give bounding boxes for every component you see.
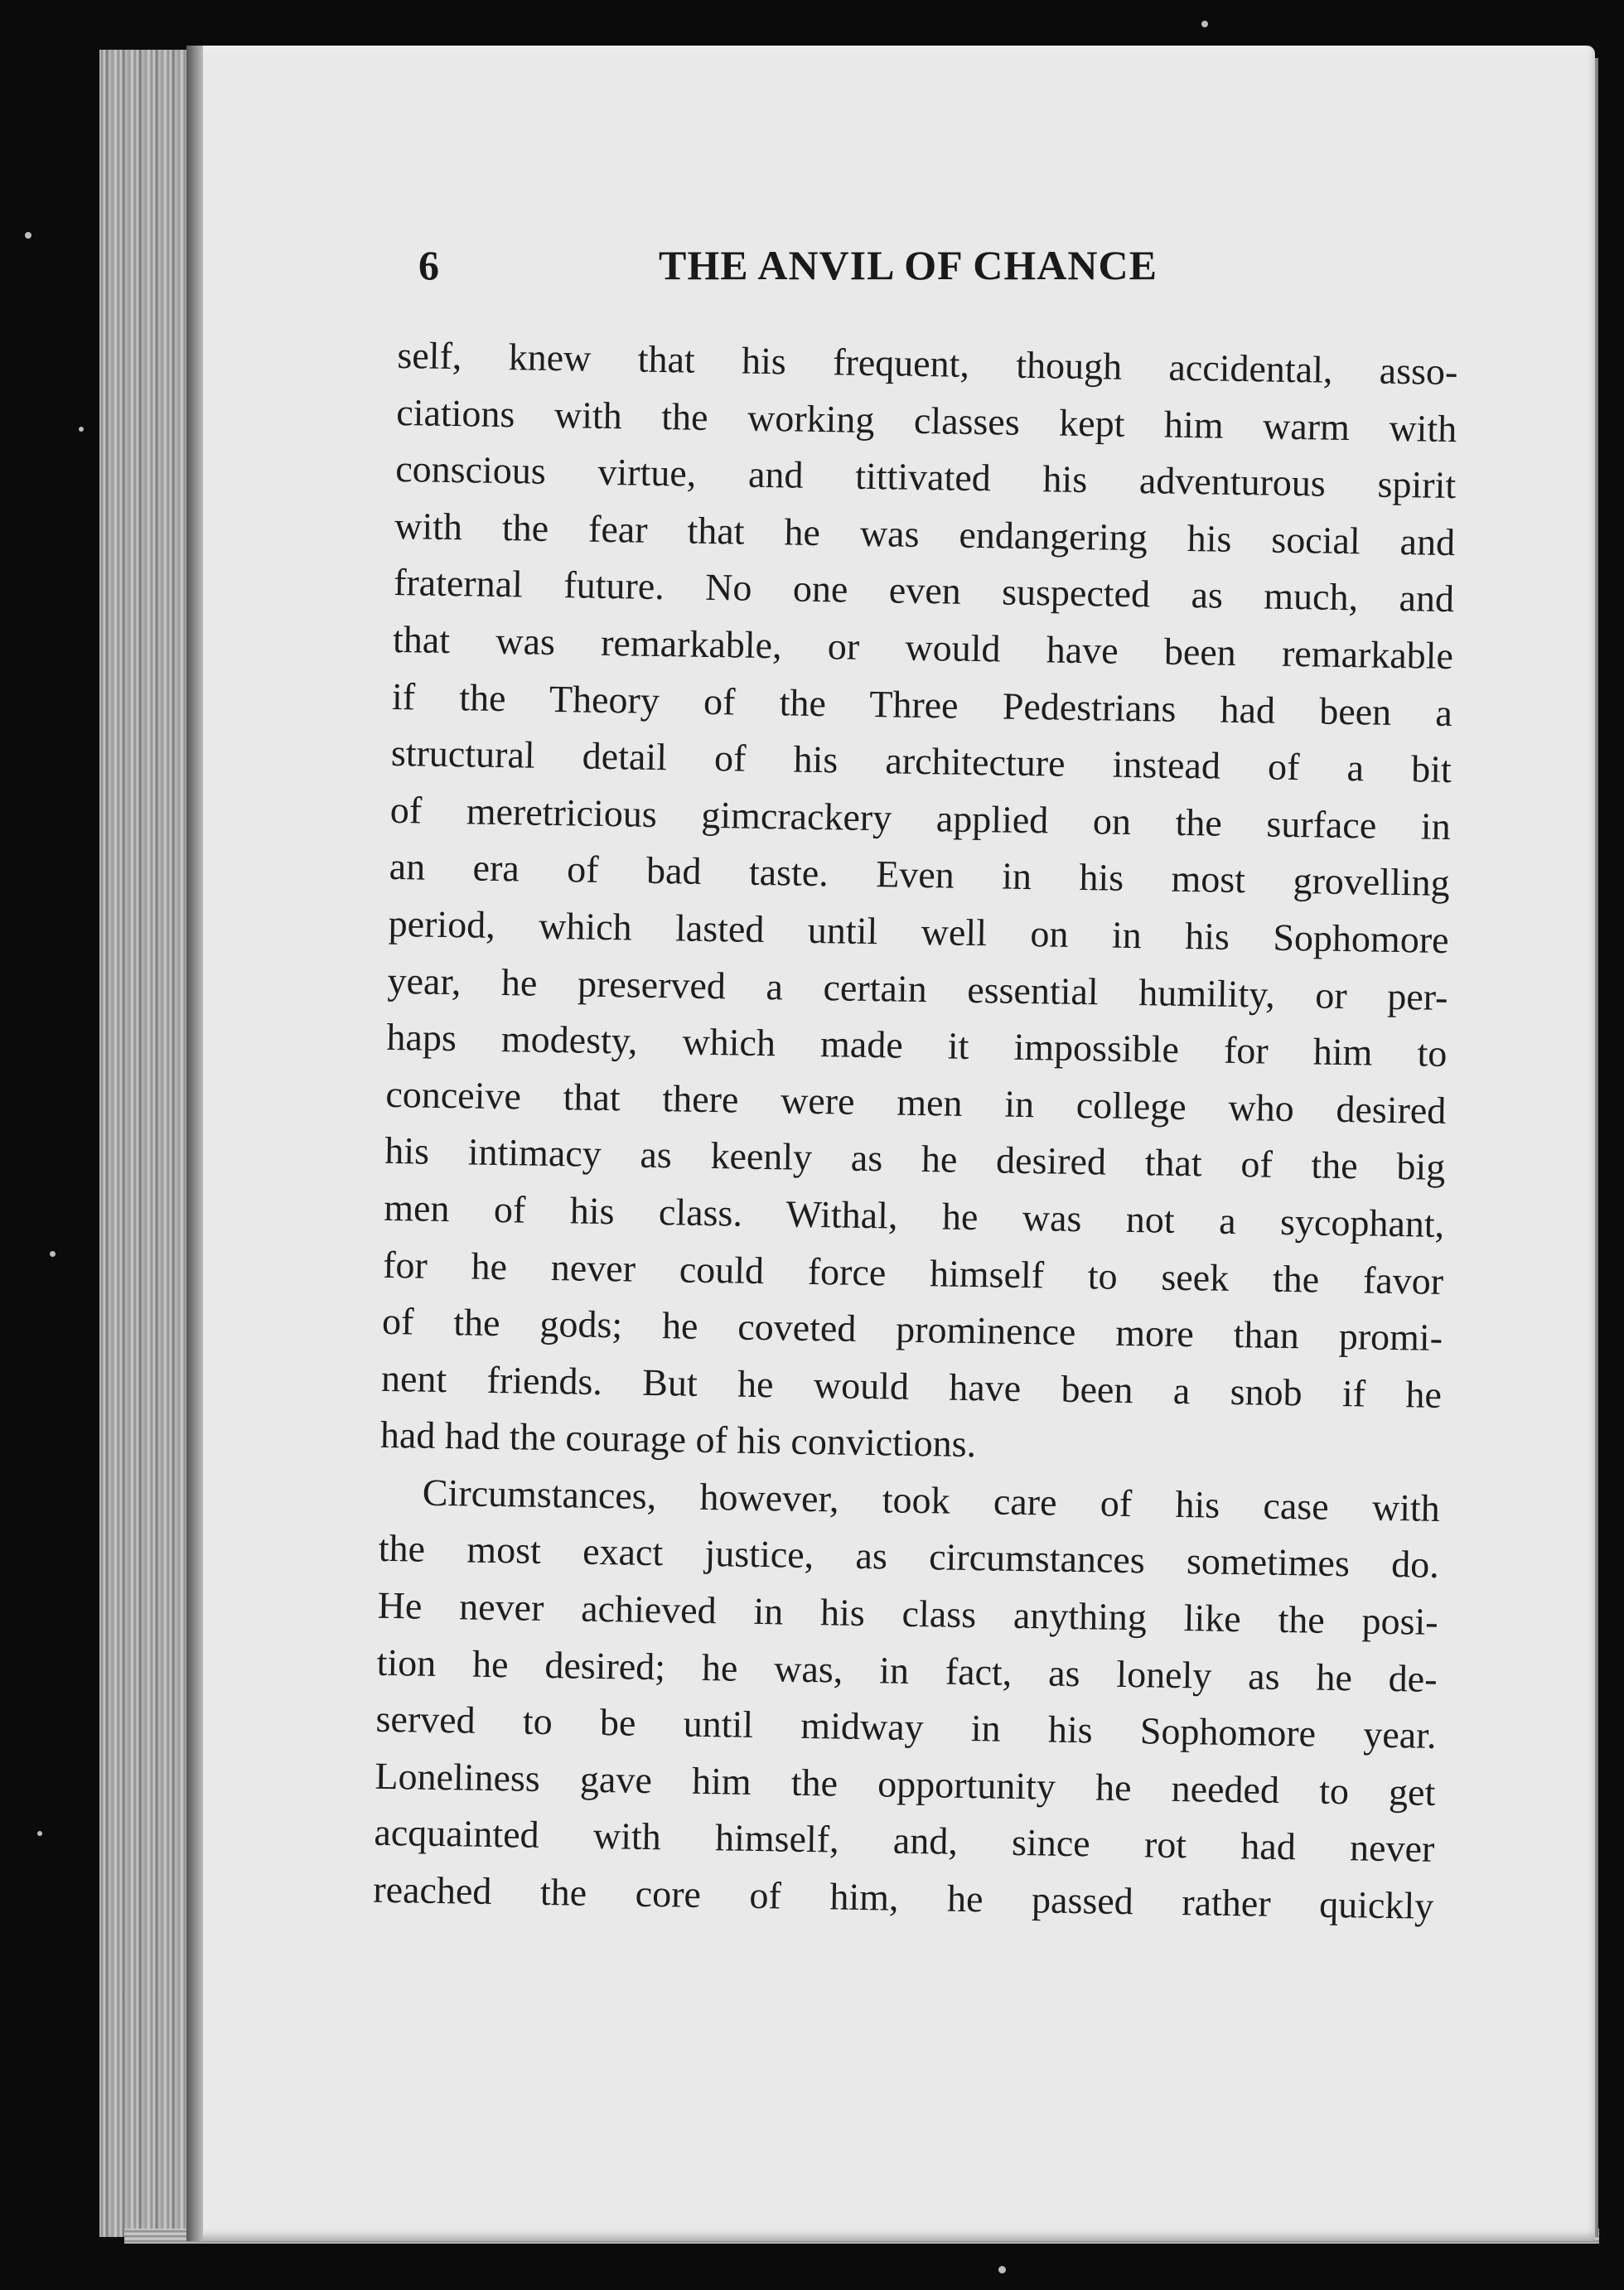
text-line: conceive that there were men in college who desired (385, 1072, 1447, 1132)
text-line: with the fear that he was endangering his social and (394, 504, 1456, 563)
text-line: men of his class. Withal, he was not a sycophant, (383, 1186, 1445, 1245)
text-line: served to be until midway in his Sophomore year. (375, 1698, 1437, 1757)
page-number: 6 (418, 242, 439, 288)
gutter-shadow (186, 46, 203, 2241)
scan-speck (25, 232, 31, 239)
scan-speck (37, 1831, 42, 1836)
running-head: THE ANVIL OF CHANCE (659, 242, 1158, 288)
scan-speck (79, 427, 84, 432)
body-text (373, 327, 1458, 1935)
text-line: of meretricious gimcrackery applied on the surface in (389, 788, 1452, 848)
text-line: tion he desired; he was, in fact, as lonely as he de- (376, 1640, 1438, 1700)
text-line: Circumstances, however, took care of his case with (422, 1471, 1441, 1529)
text-line: structural detail of his architecture instead of a bit (390, 732, 1452, 791)
text-line: nent friends. But he would have been a snob if he (380, 1356, 1443, 1416)
text-line: of the gods; he coveted prominence more than promi- (381, 1299, 1443, 1360)
text-line: acquainted with himself, and, since rot had never (374, 1811, 1435, 1871)
text-line: Loneliness gave him the opportunity he needed to get (375, 1754, 1436, 1814)
text-line: for he never could force himself to seek the favor (382, 1243, 1444, 1302)
text-line: the most exact justice, as circumstances sometimes do. (378, 1527, 1440, 1587)
text-line: conscious virtue, and tittivated his adventurous spirit (394, 447, 1457, 507)
text-line: had had the courage of his convictions. (379, 1413, 977, 1466)
text-line: if the Theory of the Three Pedestrians had been a (391, 674, 1453, 734)
text-line: period, which lasted until well on in his Sophomore (388, 901, 1449, 961)
text-line: year, he preserved a certain essential humility, or per- (387, 959, 1448, 1018)
scan-speck (998, 2266, 1006, 2273)
text-line: an era of bad taste. Even in his most grovelling (389, 845, 1451, 905)
text-line: ciations with the working classes kept him warm with (395, 390, 1457, 450)
text-line: fraternal future. No one even suspected as much, and (393, 561, 1455, 621)
scan-speck (1201, 21, 1208, 27)
text-line: self, knew that his frequent, though accidental, asso- (397, 333, 1458, 394)
text-line: haps modesty, which made it impossible for him to (386, 1016, 1448, 1075)
book-spine (99, 50, 199, 2237)
scan-speck (50, 1251, 56, 1257)
text-line: He never achieved in his class anything like the posi- (377, 1583, 1439, 1643)
text-line: his intimacy as keenly as he desired that of the big (384, 1129, 1446, 1189)
text-line: reached the core of him, he passed rather quickly (372, 1867, 1434, 1927)
page-header (418, 232, 1230, 298)
text-line: that was remarkable, or would have been remarkable (392, 617, 1454, 678)
